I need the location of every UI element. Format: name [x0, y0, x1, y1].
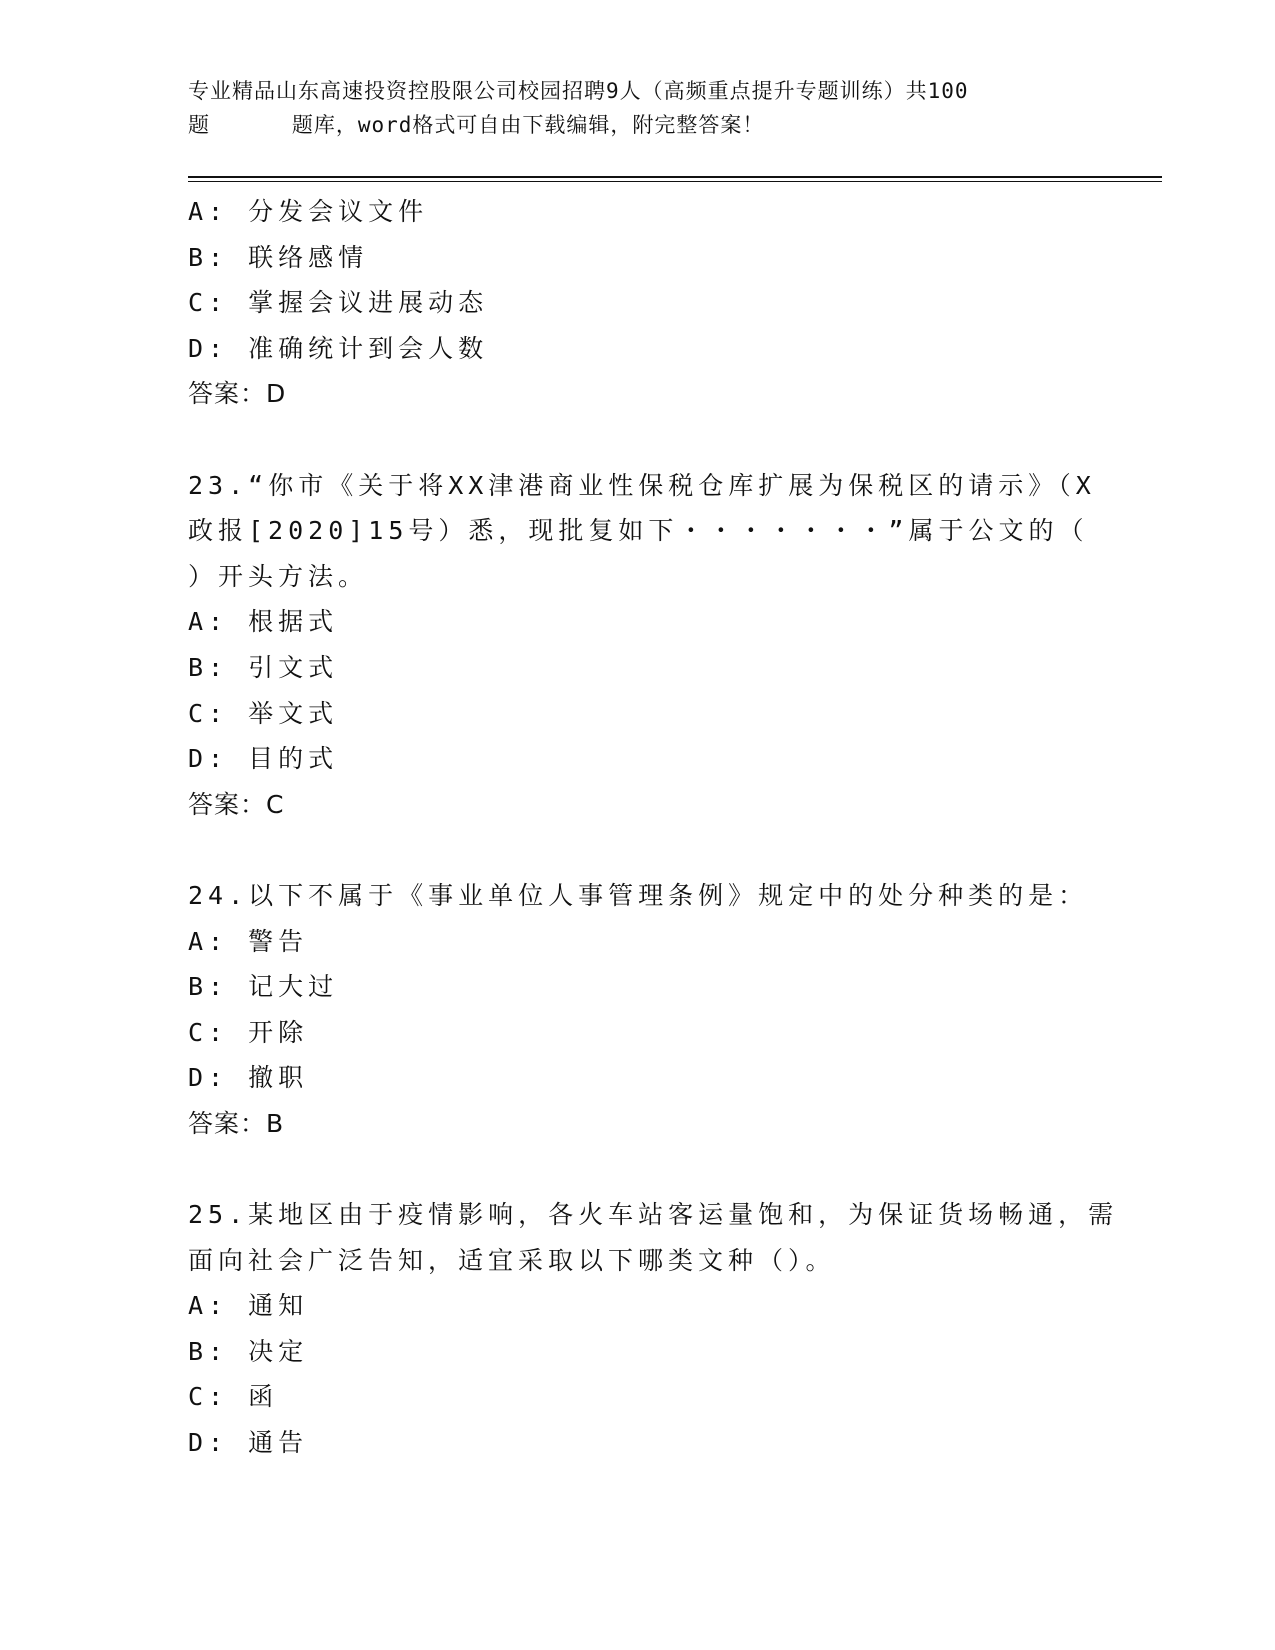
option-c: C: 举文式 — [188, 698, 339, 728]
question-23 — [188, 463, 1096, 828]
header-divider-thick — [188, 176, 1162, 178]
option-b: B: 引文式 — [188, 652, 339, 682]
header-title-line-1: 专业精品山东高速投资控股限公司校园招聘9人（高频重点提升专题训练）共100 — [188, 79, 969, 103]
question-text: ）开头方法。 — [188, 561, 369, 591]
option-b: B: 决定 — [188, 1336, 309, 1366]
question-text: 政报[2020]15号）悉，现批复如下・・・・・・・”属于公文的（ — [188, 516, 1089, 546]
question-text: 面向社会广泛告知，适宜采取以下哪类文种（）。 — [188, 1245, 836, 1275]
option-c: C: 开除 — [188, 1017, 309, 1047]
option-d: D: 通告 — [188, 1428, 309, 1458]
option-a: A: 警告 — [188, 926, 309, 956]
option-c: C: 函 — [188, 1382, 279, 1412]
option-d: D: 撤职 — [188, 1063, 309, 1093]
question-spacer — [188, 1146, 1088, 1192]
question-25 — [188, 1192, 1119, 1466]
question-text: 23.“你市《关于将XX津港商业性保税仓库扩展为保税区的请示》（X — [188, 470, 1096, 500]
header-divider-thin — [188, 181, 1162, 182]
answer-line: 答案：B — [188, 1108, 285, 1138]
question-spacer — [188, 827, 1088, 873]
option-b: B: 记大过 — [188, 972, 339, 1002]
option-d: D: 准确统计到会人数 — [188, 333, 489, 363]
question-list — [188, 189, 1119, 1466]
option-b: B: 联络感情 — [188, 242, 369, 272]
question-22-continued — [188, 189, 1088, 417]
document-header — [188, 74, 1088, 142]
question-text: 24.以下不属于《事业单位人事管理条例》规定中的处分种类的是： — [188, 880, 1089, 910]
question-24 — [188, 873, 1088, 1147]
option-a: A: 分发会议文件 — [188, 197, 429, 226]
header-title-line-2: 题 题库，word格式可自由下载编辑，附完整答案！ — [188, 113, 765, 137]
option-c: C: 掌握会议进展动态 — [188, 288, 489, 318]
question-spacer — [188, 417, 1088, 463]
answer-line: 答案：D — [188, 379, 287, 409]
option-d: D: 目的式 — [188, 744, 339, 774]
option-a: A: 根据式 — [188, 607, 339, 637]
option-a: A: 通知 — [188, 1291, 309, 1321]
answer-line: 答案：C — [188, 789, 285, 819]
question-text: 25.某地区由于疫情影响，各火车站客运量饱和，为保证货场畅通，需 — [188, 1200, 1119, 1230]
